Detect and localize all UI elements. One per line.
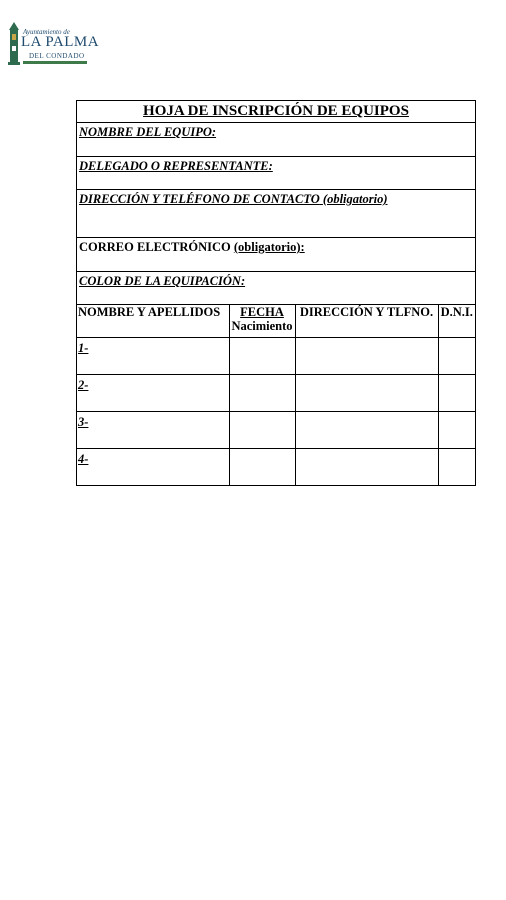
- team-name-field[interactable]: [77, 123, 475, 157]
- email-field[interactable]: [77, 238, 475, 272]
- col-header-birthdate: [229, 305, 295, 338]
- dni-cell[interactable]: [438, 412, 475, 449]
- team-name-label: NOMBRE DEL EQUIPO:: [79, 125, 217, 139]
- birthdate-cell[interactable]: [229, 338, 295, 375]
- col-header-dni: D.N.I.: [438, 305, 475, 338]
- form-title: HOJA DE INSCRIPCIÓN DE EQUIPOS: [77, 101, 475, 123]
- birthdate-header-line1: FECHA: [240, 305, 284, 319]
- member-name-cell[interactable]: 1-: [77, 338, 229, 375]
- table-row: [77, 338, 475, 375]
- table-row: [77, 375, 475, 412]
- birthdate-header-line2: Nacimiento: [231, 319, 293, 333]
- table-row: [77, 412, 475, 449]
- registration-form: [76, 100, 476, 486]
- col-header-name: NOMBRE Y APELLIDOS: [77, 305, 229, 338]
- col-header-address-phone: DIRECCIÓN Y TLFNO.: [295, 305, 438, 338]
- logo: [7, 22, 100, 66]
- delegate-label: DELEGADO O REPRESENTANTE:: [79, 159, 273, 173]
- members-header-row: [77, 305, 475, 338]
- logo-bar: [23, 61, 87, 64]
- dni-cell[interactable]: [438, 375, 475, 412]
- address-phone-cell[interactable]: [295, 375, 438, 412]
- delegate-field[interactable]: [77, 157, 475, 190]
- birthdate-cell[interactable]: [229, 412, 295, 449]
- members-table: [77, 305, 475, 485]
- email-label: CORREO ELECTRÓNICO: [79, 240, 231, 254]
- member-name-cell[interactable]: 4-: [77, 449, 229, 486]
- birthdate-cell[interactable]: [229, 375, 295, 412]
- tower-icon: [7, 22, 21, 66]
- member-name-cell[interactable]: 3-: [77, 412, 229, 449]
- address-phone-field[interactable]: [77, 190, 475, 238]
- logo-line2: LA PALMA: [21, 34, 100, 50]
- address-label: DIRECCIÓN Y TELÉFONO DE CONTACTO: [79, 192, 320, 206]
- address-phone-cell[interactable]: [295, 449, 438, 486]
- table-row: [77, 449, 475, 486]
- birthdate-cell[interactable]: [229, 449, 295, 486]
- address-required-note: (obligatorio): [322, 192, 388, 206]
- email-required-note: (obligatorio):: [233, 240, 305, 254]
- member-name-cell[interactable]: 2-: [77, 375, 229, 412]
- dni-cell[interactable]: [438, 449, 475, 486]
- kit-color-field[interactable]: [77, 272, 475, 305]
- address-phone-cell[interactable]: [295, 338, 438, 375]
- kit-color-label: COLOR DE LA EQUIPACIÓN:: [79, 274, 246, 288]
- logo-line1: Ayuntamiento de: [23, 28, 70, 36]
- logo-line3: DEL CONDADO: [29, 52, 85, 60]
- address-phone-cell[interactable]: [295, 412, 438, 449]
- dni-cell[interactable]: [438, 338, 475, 375]
